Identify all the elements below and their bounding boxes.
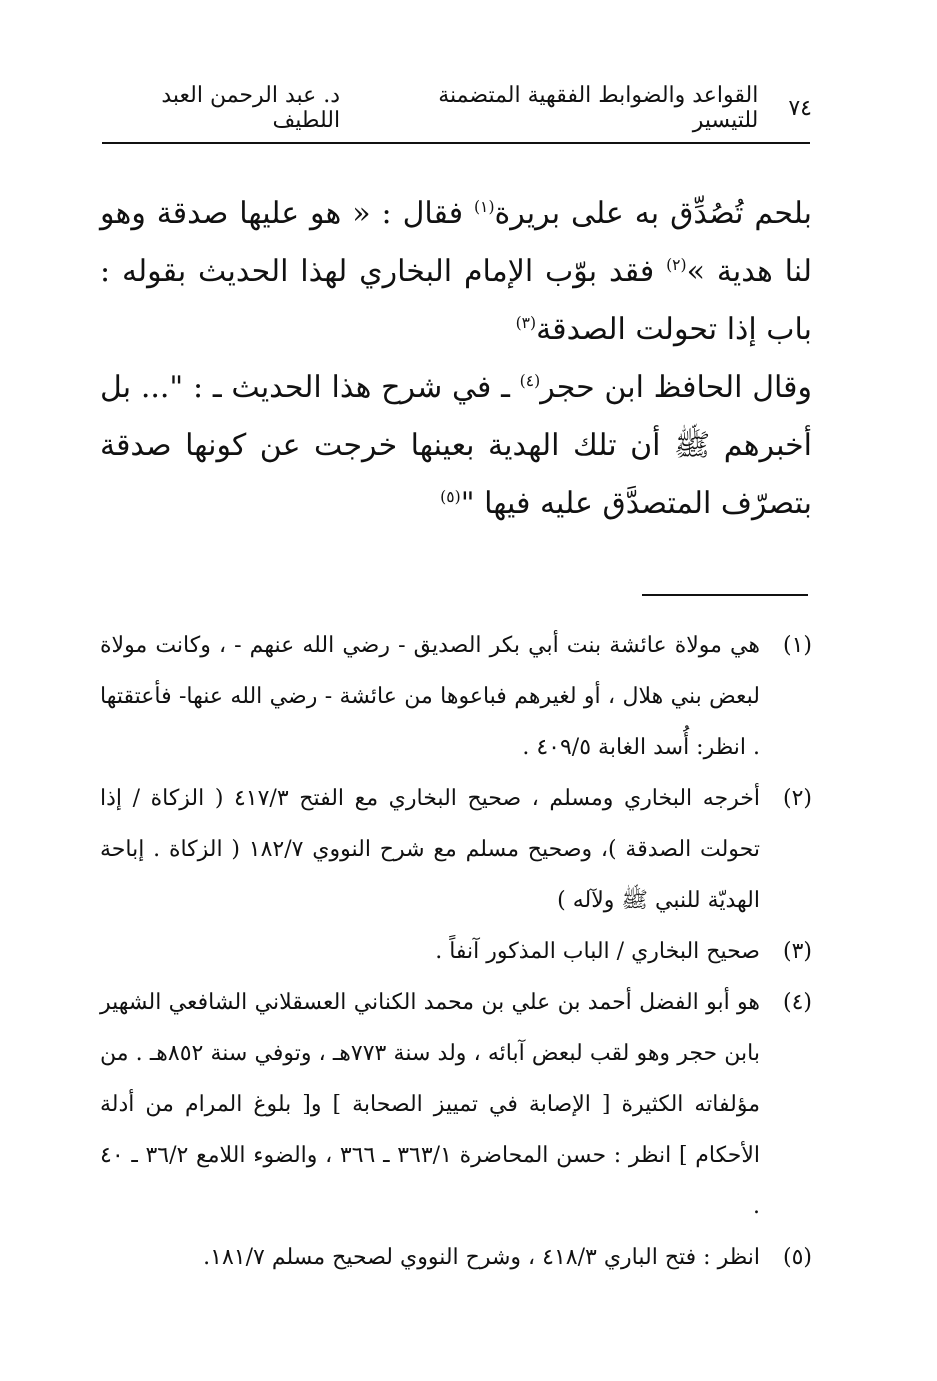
footnote-ref-4: (٤) <box>519 372 541 390</box>
footnote-3 <box>100 926 812 977</box>
footnote-number: (١) <box>782 633 812 658</box>
footnote-ref-3: (٣) <box>515 314 537 332</box>
footnote-ref-1: (١) <box>473 198 495 216</box>
footnote-1 <box>100 620 812 773</box>
book-title: القواعد والضوابط الفقهية المتضمنة للتيسير <box>438 83 759 133</box>
author-name: د. عبد الرحمن العبد اللطيف <box>161 83 341 133</box>
footnote-number: (٢) <box>782 786 812 811</box>
footnote-4 <box>100 977 812 1232</box>
paragraph-1 <box>100 185 812 359</box>
footnote-5 <box>100 1232 812 1283</box>
paragraph-2-text-b: ـ في شرح هذا الحديث ـ : "... بل أخبرهم ﷺ أن تلك الهدية بعينها خرجت عن كونها صدقة بتصرّف المتصدَّق عليه فيها " <box>100 370 812 521</box>
paragraph-1-text-b: فقال : « هو عليها صدقة وهو لنا هدية » <box>100 196 812 289</box>
footnote-text: هي مولاة عائشة بنت أبي بكر الصديق - رضي الله عنهم - ، وكانت مولاة لبعض بني هلال ، أو لغيرهم فباعوها من عائشة - رضي الله عنها- فأعتقتها . انظر: أُسد الغابة ٤٠٩/٥ . <box>100 633 760 760</box>
running-header <box>100 83 812 133</box>
main-text <box>100 185 812 533</box>
footnote-text: صحيح البخاري / الباب المذكور آنفاً . <box>435 939 760 964</box>
footnote-text: هو أبو الفضل أحمد بن علي بن محمد الكناني العسقلاني الشافعي الشهير بابن حجر وهو لقب لبعض آبائه ، ولد سنة ٧٧٣هـ ، وتوفي سنة ٨٥٢هـ . من مؤلفاته الكثيرة [ الإصابة في تمييز الصحابة ] و[ بلوغ المرام من أدلة الأحكام ] انظر : حسن المحاضرة ٣٦٣/١ ـ ٣٦٦ ، والضوء اللامع ٣٦/٢ ـ ٤٠ . <box>100 990 760 1219</box>
paragraph-1-text-a: بلحم تُصُدِّق به على بريرة <box>494 196 812 231</box>
paragraph-2 <box>100 359 812 533</box>
paragraph-2-text-a: وقال الحافظ ابن حجر <box>540 370 812 405</box>
paragraph-1-text-c: فقد بوّب الإمام البخاري لهذا الحديث بقوله : باب إذا تحولت الصدقة <box>100 254 812 347</box>
footnote-ref-2: (٢) <box>666 256 687 274</box>
footnote-separator <box>642 594 808 596</box>
footnote-text: انظر : فتح الباري ٤١٨/٣ ، وشرح النووي لصحيح مسلم ١٨١/٧. <box>203 1245 760 1270</box>
footnote-number: (٥) <box>782 1245 812 1270</box>
page-number: ٧٤ <box>788 95 812 121</box>
footnote-number: (٤) <box>782 990 812 1015</box>
header-rule <box>102 142 810 144</box>
footnote-number: (٣) <box>782 939 812 964</box>
footnote-text: أخرجه البخاري ومسلم ، صحيح البخاري مع الفتح ٤١٧/٣ ( الزكاة / إذا تحولت الصدقة )، وصحيح مسلم مع شرح النووي ١٨٢/٧ ( الزكاة . إباحة الهديّة للنبي ﷺ ولآله ) <box>100 786 760 913</box>
footnote-ref-5: (٥) <box>440 488 461 506</box>
footnote-2 <box>100 773 812 926</box>
footnotes <box>100 620 812 1283</box>
